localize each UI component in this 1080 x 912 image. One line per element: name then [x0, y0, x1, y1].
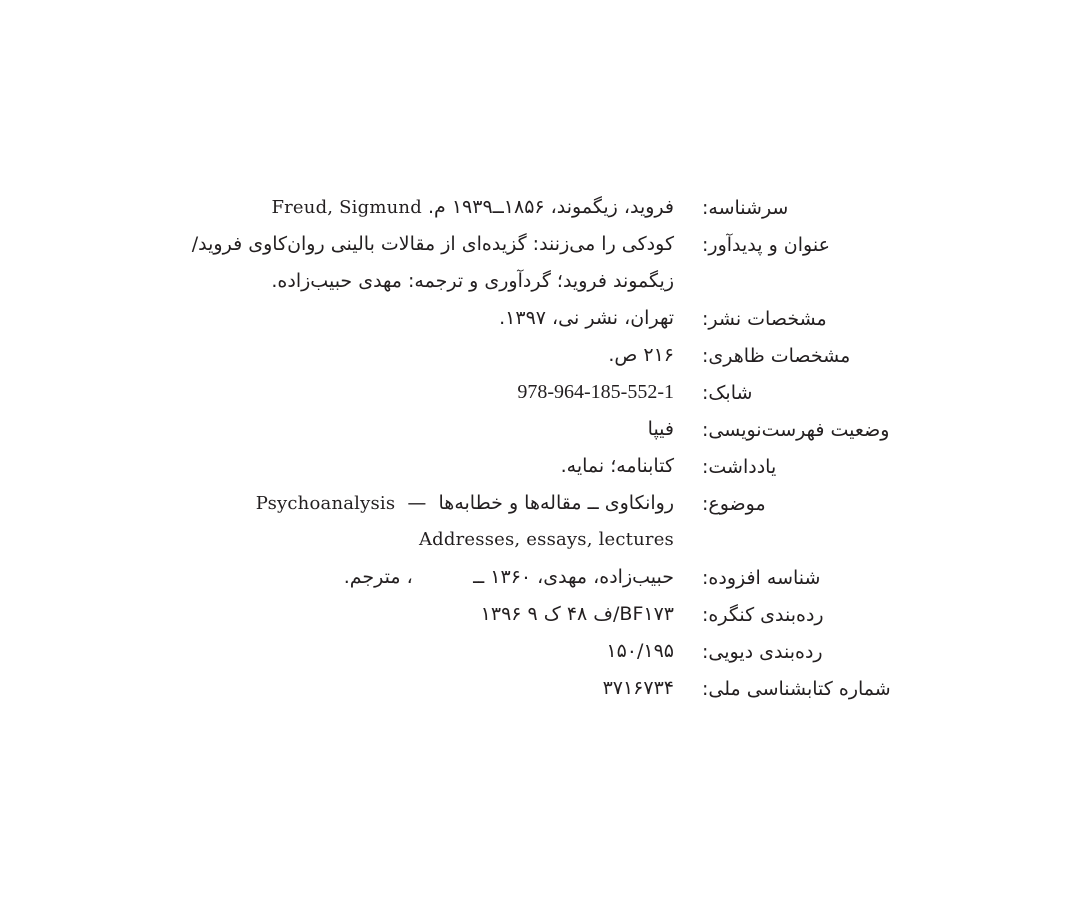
isbn-label: شابک: — [702, 382, 753, 404]
author-label: سرشناسه: — [702, 197, 789, 219]
publication-row — [0, 301, 1080, 337]
national-bibliography-number-value: ۳۷۱۶۷۳۴ — [602, 677, 674, 699]
author-name-fa: فروید، زیگموند، ۱۸۵۶ــ۱۹۳۹ م. — [427, 196, 674, 218]
title-line-1: کودکی را می‌زنند: گزیده‌ای از مقالات بالینی روان‌کاوی فروید/ — [191, 233, 674, 255]
note-row — [0, 449, 1080, 485]
subject-en: Psychoanalysis — [255, 493, 396, 514]
author-value — [271, 194, 674, 221]
note-value: کتابنامه؛ نمایه. — [560, 455, 674, 477]
publication-label: مشخصات نشر: — [702, 308, 827, 330]
lc-classification-row — [0, 597, 1080, 633]
added-entry-role: ، مترجم. — [343, 566, 413, 588]
dewey-classification-value: ۱۵۰/۱۹۵ — [606, 640, 674, 662]
cataloging-status-row — [0, 412, 1080, 448]
physical-description-value: ۲۱۶ ص. — [608, 344, 674, 366]
subject-value — [256, 490, 674, 517]
added-entry-name: حبیب‌زاده، مهدی، ۱۳۶۰ ــ — [473, 566, 674, 588]
title-label: عنوان و پدیدآور: — [702, 234, 830, 256]
subject-fa: روانکاوی ــ مقاله‌ها و خطابه‌ها — [438, 492, 674, 514]
dewey-classification-label: رده‌بندی دیویی: — [702, 641, 823, 663]
subject-dash: — — [407, 492, 427, 514]
subject-row — [0, 486, 1080, 522]
dewey-classification-row — [0, 634, 1080, 670]
subject-continuation-row — [0, 523, 1080, 559]
cataloging-status-label: وضعیت فهرست‌نویسی: — [702, 419, 890, 441]
title-continuation-row — [0, 264, 1080, 300]
physical-description-label: مشخصات ظاهری: — [702, 345, 851, 367]
cataloging-status-value: فیپا — [647, 418, 674, 440]
title-row — [0, 227, 1080, 263]
national-bibliography-number-label: شماره کتابشناسی ملی: — [702, 678, 891, 700]
lc-classification-label: رده‌بندی کنگره: — [702, 604, 824, 626]
subject-label: موضوع: — [702, 493, 766, 515]
note-label: یادداشت: — [702, 456, 777, 478]
author-row — [0, 190, 1080, 226]
physical-description-row — [0, 338, 1080, 374]
author-name-en: Freud, Sigmund — [271, 197, 422, 218]
publication-value: تهران، نشر نی، ۱۳۹۷. — [499, 307, 674, 329]
isbn-row — [0, 375, 1080, 411]
subject-subdivision: Addresses, essays, lectures — [418, 529, 674, 550]
isbn-value: 978-964-185-552-1 — [517, 381, 674, 403]
added-entry-row — [0, 560, 1080, 596]
added-entry-value — [344, 564, 674, 590]
added-entry-label: شناسه افزوده: — [702, 567, 821, 589]
national-bibliography-number-row — [0, 671, 1080, 707]
title-line-2: زیگموند فروید؛ گردآوری و ترجمه: مهدی حبیب‌زاده. — [271, 270, 674, 292]
lc-classification-value: BF۱۷۳/ف ۴۸ ک ۹ ۱۳۹۶ — [480, 603, 674, 625]
